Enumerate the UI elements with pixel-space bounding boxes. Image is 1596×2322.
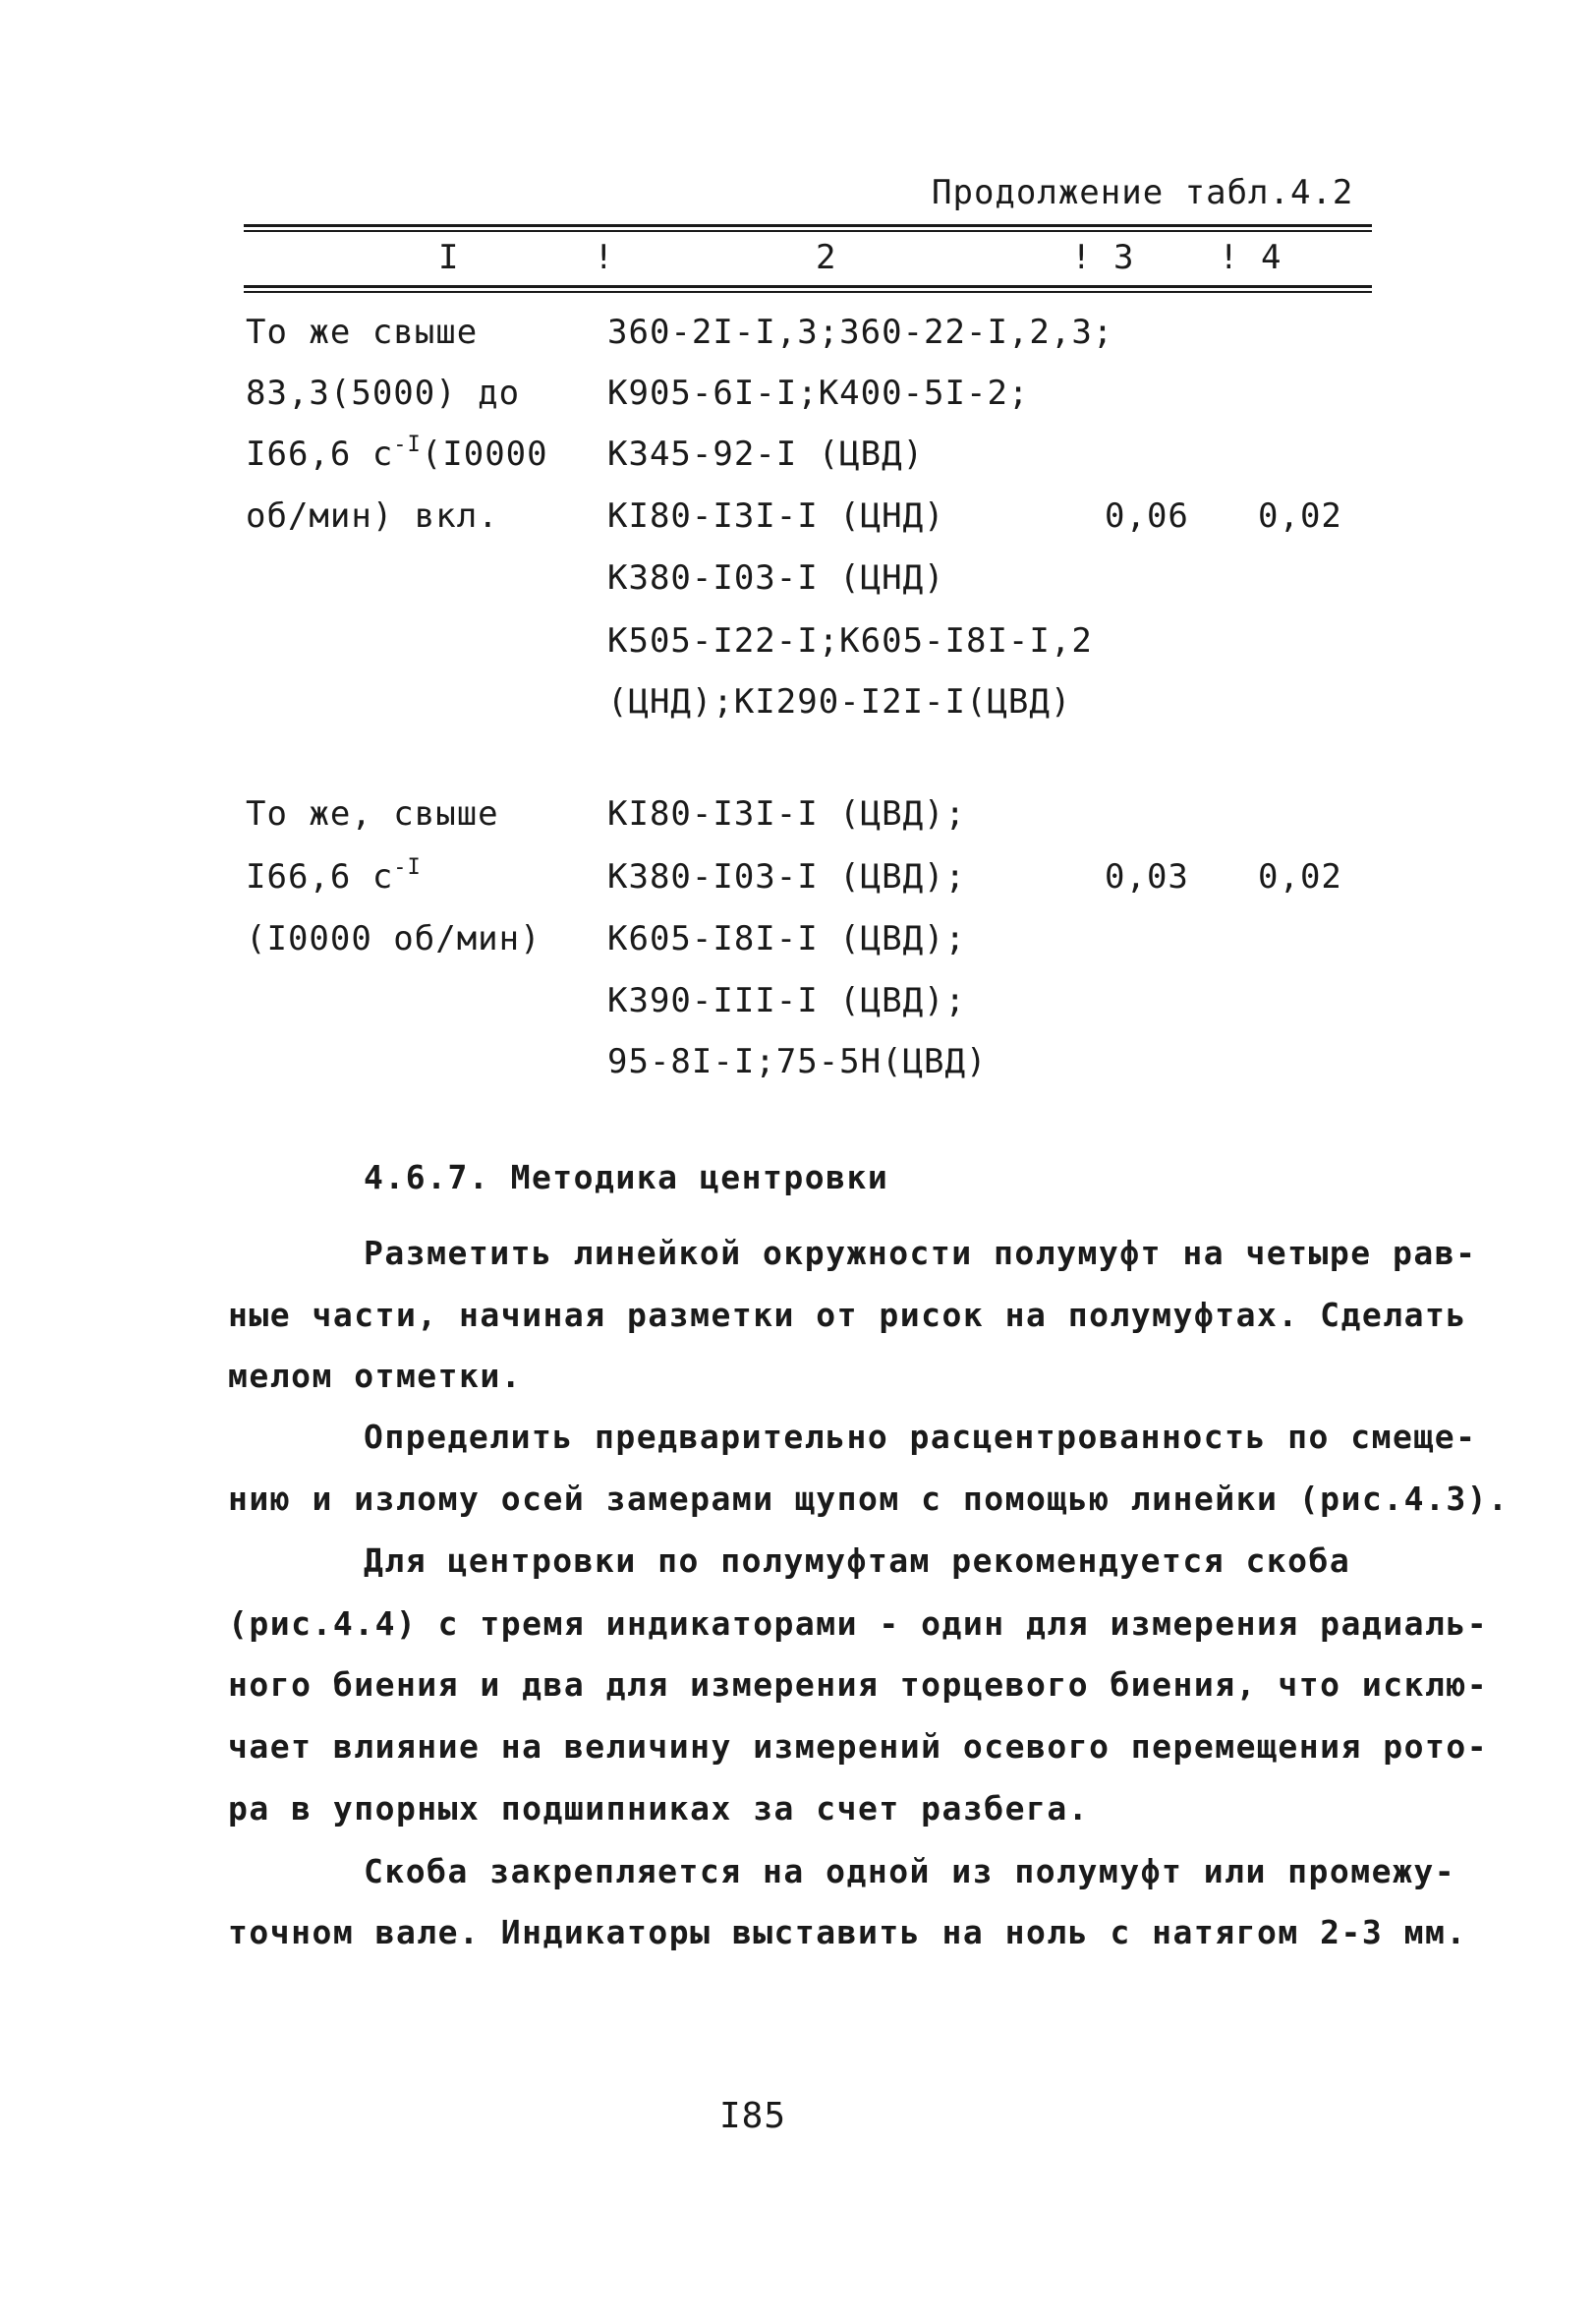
row2-col2-line5: 95-8I-I;75-5Н(ЦВД)	[607, 1042, 988, 1081]
para3-line2: (рис.4.4) с тремя индикаторами - один для измерения радиаль-	[228, 1604, 1489, 1643]
para1-line1: Разметить линейкой окружности полумуфт на четыре рав-	[364, 1234, 1477, 1272]
row2-col2-line4: К390-III-I (ЦВД);	[607, 981, 966, 1020]
row1-col1-line2: 83,3(5000) до	[246, 374, 521, 413]
para2-line1: Определить предварительно расцентрованность по смеще-	[364, 1418, 1477, 1456]
para3-line4: чает влияние на величину измерений осевого перемещения рото-	[228, 1727, 1489, 1766]
row1-col4: 0,02	[1258, 496, 1342, 536]
table-header-rule-2	[244, 291, 1372, 293]
row1-col1-line3-text: I66,6 c	[246, 435, 394, 474]
row2-col2-line2: К380-I03-I (ЦВД);	[607, 857, 966, 897]
para3-line5: ра в упорных подшипниках за счет разбега.	[228, 1789, 1090, 1828]
para3-line1: Для центровки по полумуфтам рекомендуется скоба	[364, 1541, 1351, 1580]
row1-col1-sup: -I	[393, 433, 422, 457]
row1-col1-line1: То же свыше	[246, 313, 479, 352]
row1-col1-line3	[246, 435, 548, 474]
table-header-rule	[244, 285, 1372, 288]
para3-line3: ного биения и два для измерения торцевого биения, что исклю-	[228, 1665, 1489, 1704]
row2-col4: 0,02	[1258, 857, 1342, 897]
page-number: I85	[719, 2096, 787, 2136]
row2-col3: 0,03	[1105, 857, 1189, 897]
row2-col1-line3: (I0000 об/мин)	[246, 919, 542, 958]
para4-line1: Скоба закрепляется на одной из полумуфт или промежу-	[364, 1852, 1456, 1890]
para2-line2: нию и излому осей замерами щупом с помощью линейки (рис.4.3).	[228, 1480, 1510, 1518]
table-header-col2: 2	[816, 238, 837, 277]
table-top-rule	[244, 224, 1372, 227]
row1-col2-line6: К505-I22-I;К605-I8I-I,2	[607, 621, 1093, 661]
para4-line2: точном вале. Индикаторы выставить на ноль с натягом 2-3 мм.	[228, 1913, 1467, 1951]
table-header-col3: ! 3	[1071, 238, 1135, 277]
table-top-rule-2	[244, 230, 1372, 232]
row1-col2-line4: КI80-I3I-I (ЦНД)	[607, 496, 945, 536]
row1-col2-line5: К380-I03-I (ЦНД)	[607, 558, 945, 598]
table-header-col4: ! 4	[1219, 238, 1282, 277]
row2-col1-sup: -I	[393, 855, 422, 880]
row1-col2-line7: (ЦНД);КI290-I2I-I(ЦВД)	[607, 682, 1072, 722]
row1-col1-line4: об/мин) вкл.	[246, 496, 499, 536]
row1-col1-sup-tail: (I0000	[421, 435, 548, 474]
row2-col2-line1: КI80-I3I-I (ЦВД);	[607, 794, 966, 834]
row1-col2-line3: К345-92-I (ЦВД)	[607, 435, 925, 474]
para1-line2: ные части, начиная разметки от рисок на полумуфтах. Сделать	[228, 1296, 1467, 1334]
row2-col2-line3: К605-I8I-I (ЦВД);	[607, 919, 966, 958]
continuation-label: Продолжение табл.4.2	[932, 173, 1354, 212]
table-header-sep1: !	[594, 238, 615, 277]
row1-col3: 0,06	[1105, 496, 1189, 536]
para1-line3: мелом отметки.	[228, 1357, 523, 1395]
row2-col1-line2-text: I66,6 c	[246, 857, 394, 897]
row2-col1-line1: То же, свыше	[246, 794, 499, 834]
row1-col2-line1: 360-2I-I,3;360-22-I,2,3;	[607, 313, 1114, 352]
table-header-col1: I	[438, 238, 460, 277]
row1-col2-line2: К905-6I-I;К400-5I-2;	[607, 374, 1030, 413]
row2-col1-line2	[246, 857, 422, 897]
section-heading: 4.6.7. Методика центровки	[364, 1158, 889, 1196]
